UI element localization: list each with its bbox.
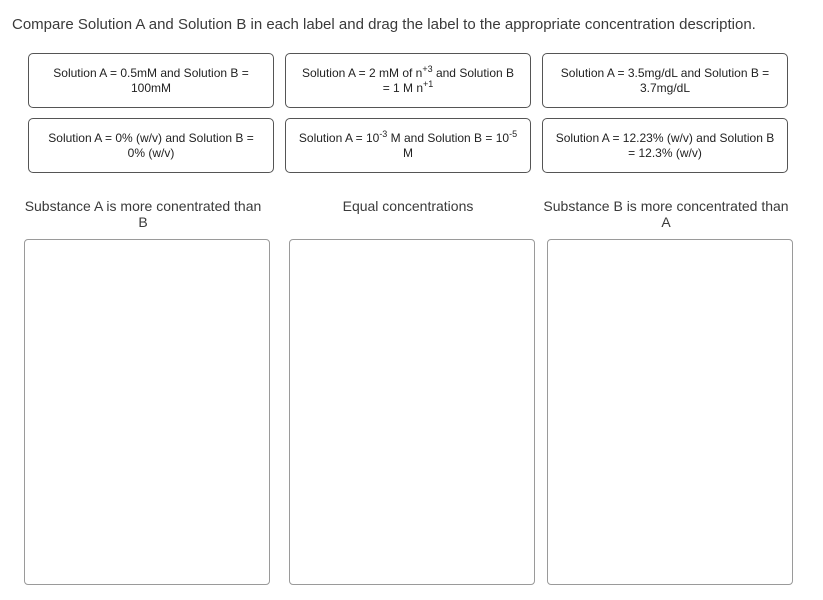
drag-label-text: Solution $A = 10^{-3}$ M and Solution $B = 10^{-5}$ M: [298, 128, 518, 160]
drag-label-5[interactable]: [542, 118, 788, 173]
drag-label-text: Solution A = 0.5mM and Solution B = 100mM: [53, 65, 249, 95]
drag-label-text: Solution A = 12.23% (w/v) and Solution B = 12.3% (w/v): [555, 130, 775, 160]
target-title-equal: Equal concentrations: [342, 198, 474, 214]
drop-zone-a-more[interactable]: [24, 239, 270, 585]
target-title-b-more: Substance B is more concentrated than A: [543, 198, 789, 230]
drag-label-1[interactable]: [285, 53, 531, 108]
target-title-a-more: Substance A is more conentrated than B: [24, 198, 262, 230]
drag-label-2[interactable]: [542, 53, 788, 108]
drop-zone-equal[interactable]: [289, 239, 535, 585]
drop-zone-b-more[interactable]: [547, 239, 793, 585]
drag-label-0[interactable]: [28, 53, 274, 108]
drag-label-4[interactable]: [285, 118, 531, 173]
drag-label-text: Solution A = 0% (w/v) and Solution B = 0% (w/v): [48, 130, 254, 160]
drag-label-text: Solution A = 2 mM of $n^{+3}$ and Solution B = 1 M $n^{+1}$: [301, 63, 515, 95]
instruction-text: Compare Solution A and Solution B in each label and drag the label to the appropriate concentration description.: [12, 16, 756, 33]
drag-label-3[interactable]: [28, 118, 274, 173]
drag-label-text: Solution A = 3.5mg/dL and Solution B = 3.7mg/dL: [560, 65, 770, 95]
